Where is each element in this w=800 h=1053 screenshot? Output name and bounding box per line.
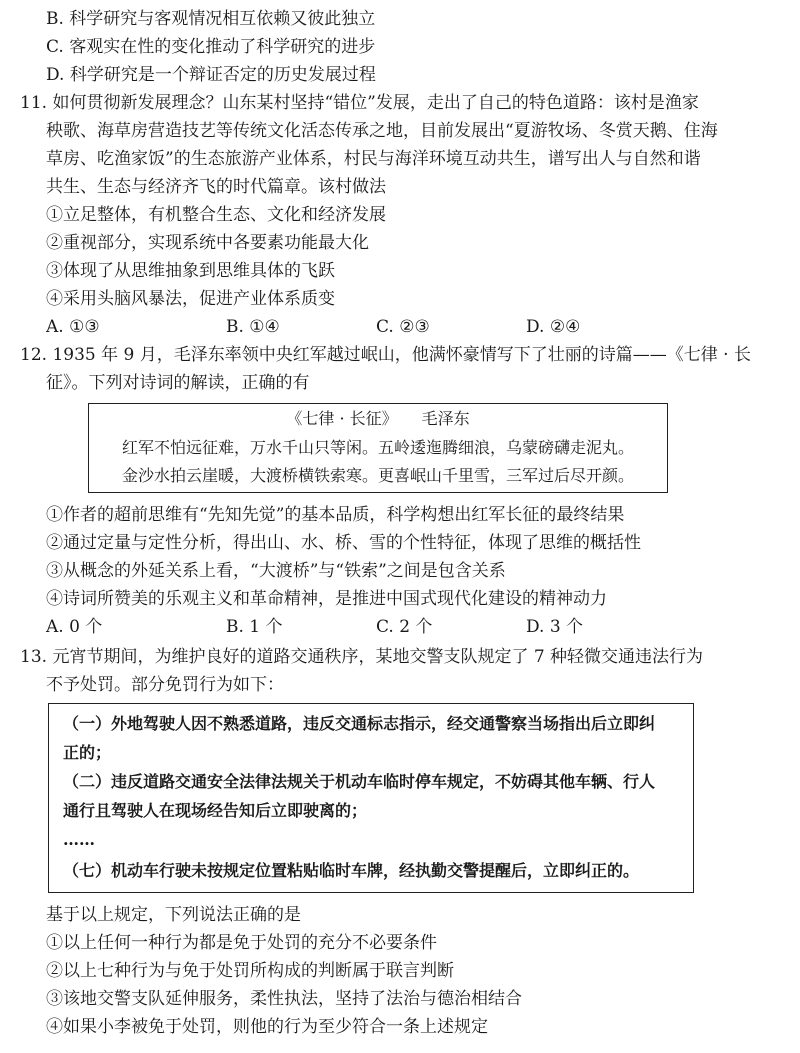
q12-stem-line: 12. 1935 年 9 月，毛泽东率领中央红军越过岷山，他满怀豪情写下了壮丽的诗篇——《七律 · 长 (20, 345, 751, 365)
poem-box (88, 403, 668, 493)
rule-line: （一）外地驾驶人因不熟悉道路，违反交通标志指示，经交通警察当场指出后立即纠 (63, 714, 656, 733)
q12-statement: ①作者的超前思维有“先知先觉”的基本品质，科学构想出红军长征的最终结果 (46, 505, 625, 525)
q10-option-c: C. 客观实在性的变化推动了科学研究的进步 (46, 37, 376, 57)
rule-line: …… (63, 830, 95, 849)
rule-line: 通行且驾驶人在现场经告知后立即驶离的； (63, 801, 368, 820)
q12-choice-a: A. 0 个 (46, 617, 103, 637)
q11-choice-d: D. ②④ (526, 317, 581, 337)
q10-option-b: B. 科学研究与客观情况相互依赖又彼此独立 (46, 9, 376, 29)
q13-statement: ③该地交警支队延伸服务，柔性执法，坚持了法治与德治相结合 (46, 989, 522, 1009)
q12-statement: ③从概念的外延关系上看，“大渡桥”与“铁索”之间是包含关系 (46, 561, 506, 581)
q13-stem-line: 不予处罚。部分免罚行为如下： (46, 675, 284, 695)
q12-choice-d: D. 3 个 (526, 617, 584, 637)
q10-option-d: D. 科学研究是一个辩证否定的历史发展过程 (46, 65, 376, 85)
q12-stem-line: 征》。下列对诗词的解读，正确的有 (46, 373, 310, 393)
q12-choice-c: C. 2 个 (376, 617, 433, 637)
q12-statement: ④诗词所赞美的乐观主义和革命精神，是推进中国式现代化建设的精神动力 (46, 589, 607, 609)
q12-statement: ②通过定量与定性分析，得出山、水、桥、雪的个性特征，体现了思维的概括性 (46, 533, 641, 553)
q13-statement: ②以上七种行为与免于处罚所构成的判断属于联言判断 (46, 961, 454, 981)
q11-statement: ②重视部分，实现系统中各要素功能最大化 (46, 233, 369, 253)
q11-statement: ④采用头脑风暴法，促进产业体系质变 (46, 289, 335, 309)
q11-choices (40, 315, 760, 339)
q11-statement: ③体现了从思维抽象到思维具体的飞跃 (46, 261, 335, 281)
q11-choice-a: A. ①③ (46, 317, 100, 337)
q12-choice-b: B. 1 个 (226, 617, 283, 637)
q11-stem-line: 11. 如何贯彻新发展理念？山东某村坚持“错位”发展，走出了自己的特色道路：该村是渔家 (20, 93, 699, 113)
q11-stem-line: 共生、生态与经济齐飞的时代篇章。该村做法 (46, 177, 386, 197)
q11-stem-line: 秧歌、海草房营造技艺等传统文化活态传承之地，目前发展出“夏游牧场、冬赏天鹅、住海 (46, 121, 718, 141)
poem-line: 红军不怕远征难，万水千山只等闲。五岭逶迤腾细浪，乌蒙磅礴走泥丸。 (121, 438, 634, 457)
q12-choices (40, 615, 760, 639)
q13-statement: ④如果小李被免于处罚，则他的行为至少符合一条上述规定 (46, 1017, 488, 1037)
rule-line: （七）机动车行驶未按规定位置粘贴临时车牌，经执勤交警提醒后，立即纠正的。 (63, 861, 640, 880)
q11-choice-c: C. ②③ (376, 317, 430, 337)
q11-stem-line: 草房、吃渔家饭”的生态旅游产业体系，村民与海洋环境互动共生，谱写出人与自然和谐 (46, 149, 701, 169)
poem-title: 《七律 · 长征》 毛泽东 (286, 409, 470, 428)
q13-stem-line: 13. 元宵节期间，为维护良好的道路交通秩序，某地交警支队规定了 7 种轻微交通违法行为 (20, 647, 704, 667)
q13-statement: ①以上任何一种行为都是免于处罚的充分不必要条件 (46, 933, 437, 953)
rule-line: 正的； (63, 743, 112, 762)
poem-line: 金沙水拍云崖暖，大渡桥横铁索寒。更喜岷山千里雪，三军过后尽开颜。 (121, 466, 634, 485)
q13-question: 基于以上规定，下列说法正确的是 (46, 905, 301, 925)
rule-line: （二）违反道路交通安全法律法规关于机动车临时停车规定，不妨碍其他车辆、行人 (63, 772, 656, 791)
q11-statement: ①立足整体，有机整合生态、文化和经济发展 (46, 205, 386, 225)
rules-box (48, 703, 694, 893)
q11-choice-b: B. ①④ (226, 317, 280, 337)
